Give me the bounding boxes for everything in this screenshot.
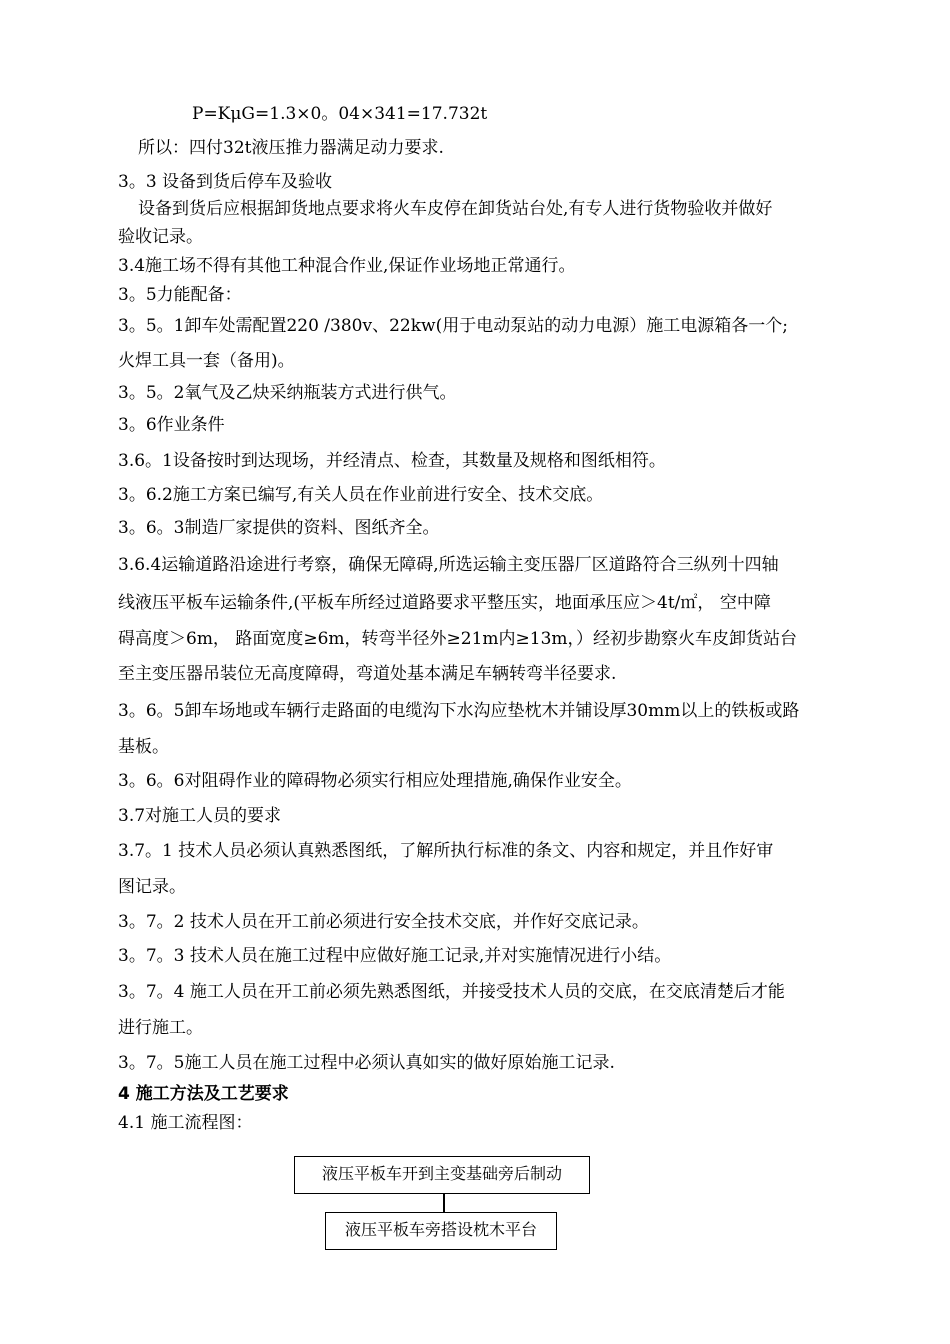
text-line: 3。6.2施工方案已编写,有关人员在作业前进行安全、技术交底。 [118, 485, 604, 505]
text-line: 3。6。3制造厂家提供的资料、图纸齐全。 [118, 518, 440, 538]
section-heading: 3。5力能配备： [118, 285, 242, 305]
formula-line: P=KμG=1.3×0。04×341=17.732t [192, 104, 488, 124]
flow-step-2 [325, 1212, 557, 1250]
section-heading: 3.7对施工人员的要求 [118, 806, 282, 826]
text-line: 所以：四付32t液压推力器满足动力要求. [138, 138, 444, 158]
chapter-heading: 4 施工方法及工艺要求 [118, 1084, 289, 1104]
text-line: 3。6。6对阻碍作业的障碍物必须实行相应处理措施,确保作业安全。 [118, 771, 632, 791]
flow-step-2-label: 液压平板车旁搭设枕木平台 [344, 1220, 537, 1239]
text-line: 3。5。1卸车处需配置220 /380v、22kw(用于电动泵站的动力电源）施工电源箱各一个; [118, 316, 788, 336]
subsection-heading: 4.1 施工流程图： [118, 1113, 253, 1133]
text-line: 至主变压器吊装位无高度障碍，弯道处基本满足车辆转弯半径要求. [118, 664, 617, 684]
text-line: 3。7。5施工人员在施工过程中必须认真如实的做好原始施工记录. [118, 1053, 615, 1073]
text-line: 线液压平板车运输条件,(平板车所经过道路要求平整压实，地面承压应＞4t/㎡， 空中障 [118, 593, 771, 613]
text-line: 基板。 [118, 737, 169, 757]
text-line: 验收记录。 [118, 227, 203, 247]
text-line: 3.6.4运输道路沿途进行考察，确保无障碍,所选运输主变压器厂区道路符合三纵列十四轴 [118, 555, 779, 575]
flow-step-1 [294, 1156, 590, 1194]
text-line: 3.7。1 技术人员必须认真熟悉图纸，了解所执行标准的条文、内容和规定，并且作好审 [118, 841, 774, 861]
section-heading: 3。6作业条件 [118, 415, 225, 435]
text-line: 3。7。3 技术人员在施工过程中应做好施工记录,并对实施情况进行小结。 [118, 946, 672, 966]
text-line: 碍高度＞6m， 路面宽度≥6m，转弯半径外≥21m内≥13m，）经初步勘察火车皮卸货站台 [118, 629, 798, 649]
flow-step-1-label: 液压平板车开到主变基础旁后制动 [321, 1164, 562, 1183]
text-line: 3。6。5卸车场地或车辆行走路面的电缆沟下水沟应垫枕木并铺设厚30mm以上的铁板或路 [118, 701, 800, 721]
text-line: 3.6。1设备按时到达现场，并经清点、检查，其数量及规格和图纸相符。 [118, 451, 666, 471]
text-line: 图记录。 [118, 877, 186, 897]
text-line: 3.4施工场不得有其他工种混合作业,保证作业场地正常通行。 [118, 256, 576, 276]
flow-connector [443, 1194, 445, 1214]
text-line: 3。7。4 施工人员在开工前必须先熟悉图纸，并接受技术人员的交底，在交底清楚后才能 [118, 982, 785, 1002]
text-line: 3。7。2 技术人员在开工前必须进行安全技术交底，并作好交底记录。 [118, 912, 649, 932]
text-line: 设备到货后应根据卸货地点要求将火车皮停在卸货站台处,有专人进行货物验收并做好 [138, 199, 773, 219]
text-line: 3。5。2氧气及乙炔采纳瓶装方式进行供气。 [118, 383, 457, 403]
text-line: 进行施工。 [118, 1018, 203, 1038]
section-heading: 3。3 设备到货后停车及验收 [118, 172, 333, 192]
text-line: 火焊工具一套（备用)。 [118, 351, 295, 371]
